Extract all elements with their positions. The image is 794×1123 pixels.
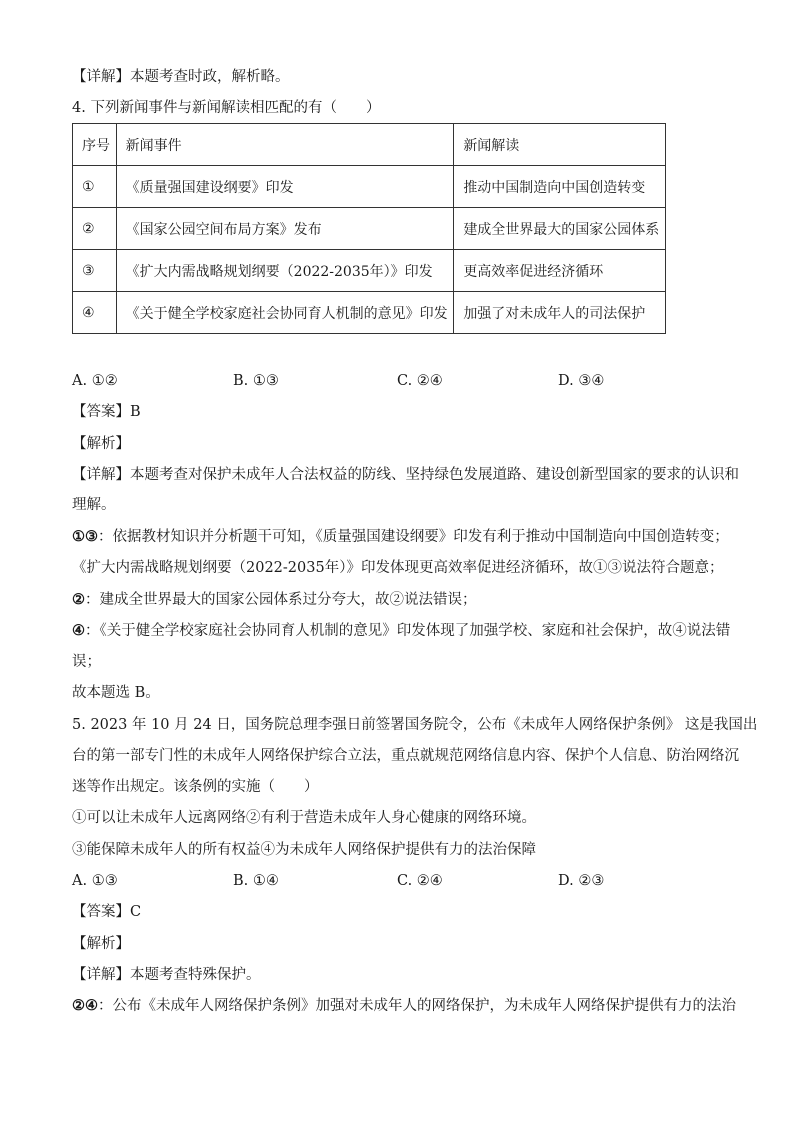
q5-stem-line-3: 迷等作出规定。该条例的实施（ ） [72,779,319,795]
q4-point-1a-text: ：依据教材知识并分析题干可知，《质量强国建设纲要》印发有利于推动中国制造向中国创造转变； [98,529,729,545]
q4-stem: 4. 下列新闻事件与新闻解读相匹配的有（ ） [72,100,381,116]
q4-point-2-text: ：建成全世界最大的国家公园体系过分夸大，故②说法错误； [85,592,477,608]
cell-event: 《国家公园空间布局方案》发布 [116,208,454,250]
q4-analysis-label: 【解析】 [72,436,130,452]
q5-detail: 【详解】本题考查特殊保护。 [72,967,261,983]
q5-point-1-mark: ②④ [72,997,98,1014]
q5-point-1-text: ：公布《未成年人网络保护条例》加强对未成年人的网络保护，为未成年人网络保护提供有力的法治 [98,998,736,1014]
cell-index: ③ [73,250,117,292]
cell-interpretation: 推动中国制造向中国创造转变 [454,166,666,208]
header-news-interpretation: 新闻解读 [454,124,666,166]
cell-event: 《质量强国建设纲要》印发 [116,166,454,208]
table-header-row [73,124,666,166]
q5-option-c: C. ②④ [397,873,443,889]
q5-point-1 [72,996,736,1016]
q4-option-d: D. ③④ [558,373,605,389]
q5-option-b: B. ①④ [233,873,279,889]
q4-detail-line-1: 【详解】本题考查对保护未成年人合法权益的防线、坚持绿色发展道路、建设创新型国家的要求的认识和 [72,467,739,483]
q4-point-3a [72,621,730,641]
q4-point-3b: 误； [72,654,101,670]
cell-interpretation: 加强了对未成年人的司法保护 [454,292,666,334]
q4-option-c: C. ②④ [397,373,443,389]
cell-event: 《关于健全学校家庭社会协同育人机制的意见》印发 [116,292,454,334]
cell-interpretation: 更高效率促进经济循环 [454,250,666,292]
cell-index: ① [73,166,117,208]
table-row [73,208,666,250]
q4-point-2-mark: ② [72,591,85,608]
q4-point-1a [72,527,729,547]
q5-item-line-1: ①可以让未成年人远离网络②有利于营造未成年人身心健康的网络环境。 [72,810,536,826]
header-index: 序号 [73,124,117,166]
q4-point-1b: 《扩大内需战略规划纲要（2022-2035年）》印发体现更高效率促进经济循环，故①③说法符合题意； [72,560,724,576]
q5-analysis-label: 【解析】 [72,936,130,952]
cell-index: ② [73,208,117,250]
table-row [73,292,666,334]
q5-stem-line-2: 台的第一部专门性的未成年人网络保护综合立法，重点就规范网络信息内容、保护个人信息、防治网络沉 [72,748,739,764]
q5-item-line-2: ③能保障未成年人的所有权益④为未成年人网络保护提供有力的法治保障 [72,842,536,858]
q4-option-b: B. ①③ [233,373,279,389]
cell-index: ④ [73,292,117,334]
q4-option-a: A. ①② [72,373,118,389]
q5-stem-line-1: 5. 2023 年 10 月 24 日，国务院总理李强日前签署国务院令，公布《未成年人网络保护条例》 这是我国出 [72,717,758,733]
table-row [73,166,666,208]
cell-interpretation: 建成全世界最大的国家公园体系 [454,208,666,250]
q4-answer: 【答案】B [72,404,141,420]
q4-conclusion: 故本题选 B。 [72,685,160,701]
q5-option-d: D. ②③ [558,873,605,889]
q4-point-3-mark: ④ [72,622,85,639]
prev-detail: 【详解】本题考查时政，解析略。 [72,69,290,85]
q4-point-2 [72,590,477,610]
q4-news-table [72,123,666,334]
q5-option-a: A. ①③ [72,873,118,889]
q4-point-1-mark: ①③ [72,528,98,545]
cell-event: 《扩大内需战略规划纲要（2022-2035年）》印发 [116,250,454,292]
q4-point-3a-text: ：《关于健全学校家庭社会协同育人机制的意见》印发体现了加强学校、家庭和社会保护，故④说法错 [85,623,731,639]
table-row [73,250,666,292]
q4-detail-line-2: 理解。 [72,497,116,513]
header-news-event: 新闻事件 [116,124,454,166]
q5-answer: 【答案】C [72,904,142,920]
